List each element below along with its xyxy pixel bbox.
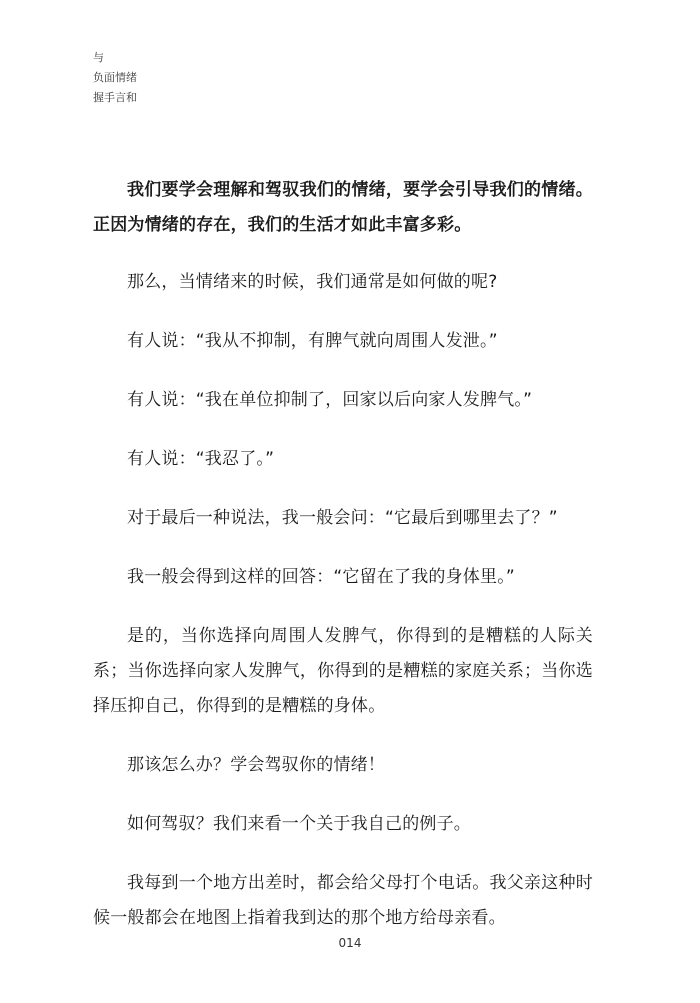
page-number: 014 [338,936,362,950]
paragraph: 有人说：“我从不抑制，有脾气就向周围人发泄。” [127,331,498,351]
paragraph: 我一般会得到这样的回答：“它留在了我的身体里。” [127,567,515,587]
paragraph: 有人说：“我在单位抑制了，回家以后向家人发脾气。” [127,390,533,410]
paragraph: 那该怎么办？学会驾驭你的情绪！ [127,755,385,775]
paragraph: 如何驾驭？我们来看一个关于我自己的例子。 [127,814,471,834]
paragraph: 是的，当你选择向周围人发脾气，你得到的是糟糕的人际关系；当你选择向家人发脾气，你得到的是糟糕的家庭关系；当你选择压抑自己，你得到的是糟糕的身体。 [93,626,593,716]
header-line: 握手言和 [93,91,137,104]
header-line: 与 [93,51,104,64]
paragraph: 我每到一个地方出差时，都会给父母打个电话。我父亲这种时候一般都会在地图上指着我到达的那个地方给母亲看。 [93,873,593,928]
header-line: 负面情绪 [93,71,137,84]
paragraph: 有人说：“我忍了。” [127,449,275,469]
body-text [93,173,593,960]
running-header [93,48,137,108]
paragraph: 对于最后一种说法，我一般会问：“它最后到哪里去了？” [127,508,558,528]
paragraph-emphasis: 我们要学会理解和驾驭我们的情绪，要学会引导我们的情绪。正因为情绪的存在，我们的生活才如此丰富多彩。 [93,180,593,235]
paragraph: 那么，当情绪来的时候，我们通常是如何做的呢? [127,272,498,292]
